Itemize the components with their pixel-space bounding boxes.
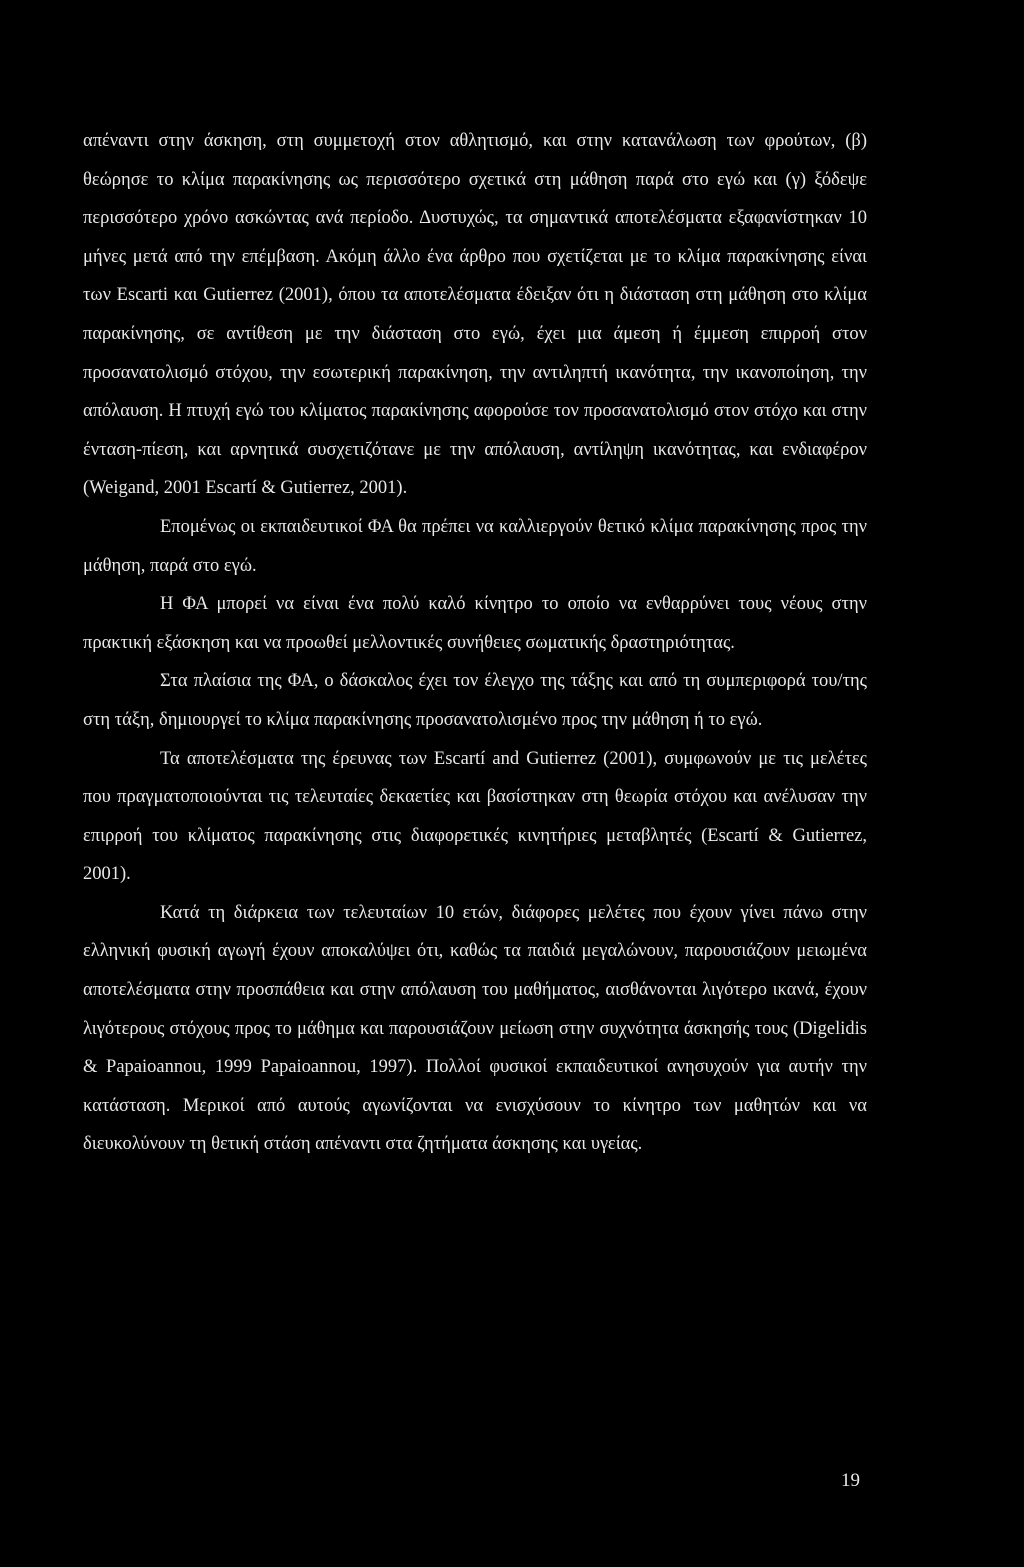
paragraph: απέναντι στην άσκηση, στη συμμετοχή στον αθλητισμό, και στην κατανάλωση των φρούτων, (β) θεώρησε το κλίμα παρακίνησης ως περισσότερο σχετικά στη μάθηση παρά στο εγώ και (γ) ξόδεψε περισσότερο χρόνο ασκώντας ανά περίοδο. Δυστυχώς, τα σημαντικά αποτελέσματα εξαφανίστηκαν 10 μήνες μετά από την επέμβαση. Ακόμη άλλο ένα άρθρο που σχετίζεται με το κλίμα παρακίνησης είναι των Escarti και Gutierrez (2001), όπου τα αποτελέσματα έδειξαν ότι η διάσταση στη μάθηση στο κλίμα παρακίνησης, σε αντίθεση με την διάσταση στο εγώ, έχει μια άμεση ή έμμεση επιρροή στον προσανατολισμό στόχου, την εσωτερική παρακίνηση, την αντιληπτή ικανότητα, την ικανοποίηση, την απόλαυση. Η πτυχή εγώ του κλίματος παρακίνησης αφορούσε τον προσανατολισμό στον στόχο και στην ένταση-πίεση, και αρνητικά συσχετιζότανε με την απόλαυση, αντίληψη ικανότητας, και ενδιαφέρον (Weigand, 2001 Escartí & Gutierrez, 2001). <box>83 131 867 499</box>
paragraph: Η ΦΑ μπορεί να είναι ένα πολύ καλό κίνητρο το οποίο να ενθαρρύνει τους νέους στην πρακτική εξάσκηση και να προωθεί μελλοντικές συνήθειες σωματικής δραστηριότητας. <box>83 594 867 653</box>
paragraph: Στα πλαίσια της ΦΑ, ο δάσκαλος έχει τον έλεγχο της τάξης και από τη συμπεριφορά του/της στη τάξη, δημιουργεί το κλίμα παρακίνησης προσανατολισμένο προς την μάθηση ή το εγώ. <box>83 671 867 730</box>
paragraph: Επομένως οι εκπαιδευτικοί ΦΑ θα πρέπει να καλλιεργούν θετικό κλίμα παρακίνησης προς την μάθηση, παρά στο εγώ. <box>83 516 867 576</box>
body-text <box>83 122 867 1164</box>
paragraph: Κατά τη διάρκεια των τελευταίων 10 ετών, διάφορες μελέτες που έχουν γίνει πάνω στην ελληνική φυσική αγωγή έχουν αποκαλύψει ότι, καθώς τα παιδιά μεγαλώνουν, παρουσιάζουν μειωμένα αποτελέσματα στην προσπάθεια και στην απόλαυση του μαθήματος, αισθάνονται λιγότερο ικανά, έχουν λιγότερους στόχους προς το μάθημα και παρουσιάζουν μείωση στην συχνότητα άσκησής τους (Digelidis & Papaioannou, 1999 Papaioannou, 1997). Πολλοί φυσικοί εκπαιδευτικοί ανησυχούν για αυτήν την κατάσταση. Μερικοί από αυτούς αγωνίζονται να ενισχύσουν το κίνητρο των μαθητών και να διευκολύνουν τη θετική στάση απέναντι στα ζητήματα άσκησης και υγείας. <box>83 902 867 1155</box>
paragraph: Τα αποτελέσματα της έρευνας των Escartí and Gutierrez (2001), συμφωνούν με τις μελέτες που πραγματοποιούνται τις τελευταίες δεκαετίες και βασίστηκαν στη θεωρία στόχου και ανέλυσαν την επιρροή του κλίματος παρακίνησης στις διαφορετικές κινητήριες μεταβλητές (Escartí & Gutierrez, 2001). <box>83 748 867 885</box>
page-number: 19 <box>841 1470 860 1491</box>
